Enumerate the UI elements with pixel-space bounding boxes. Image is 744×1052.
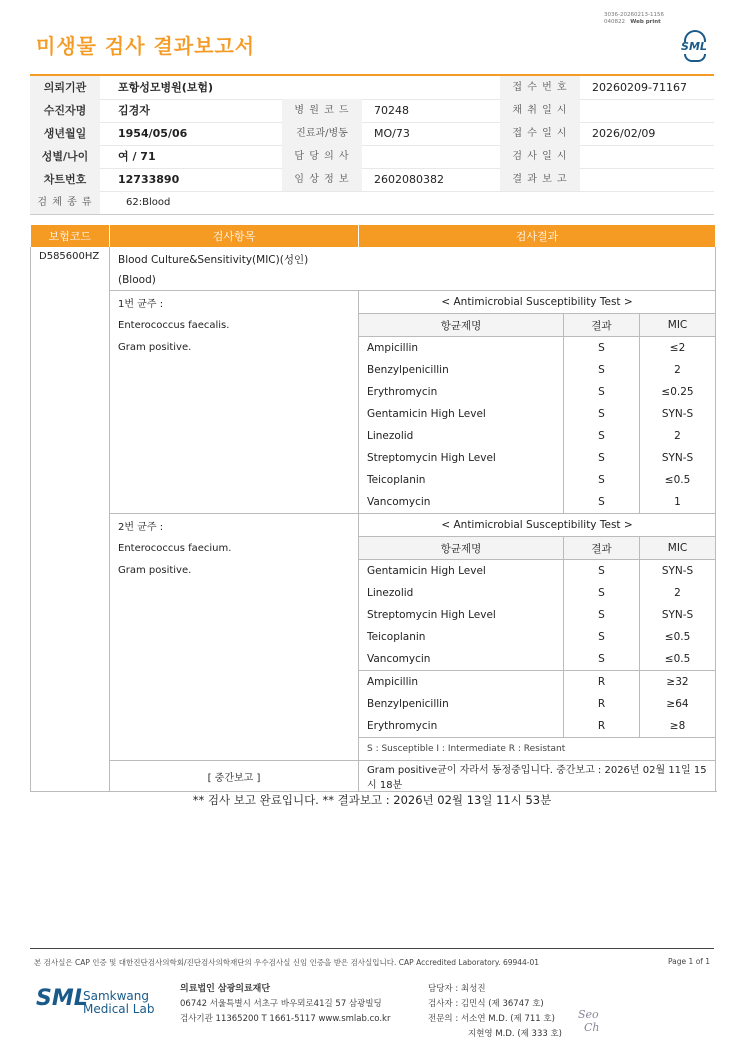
drug-name: Linezolid [359,582,564,604]
info-row-6 [30,191,714,215]
drug-mic: 2 [640,359,716,381]
report-label: 결 과 보 고 [500,168,580,191]
print-meta [604,12,664,26]
drug-mic: ≤0.25 [640,381,716,403]
interim-label: [ 중간보고 ] [110,761,359,792]
result-col-header: 결과 [564,537,640,560]
isolate-1-gram: Gram positive. [110,337,359,360]
logo-name-line1: Samkwang [83,989,149,1003]
drug-mic: ≥64 [640,693,716,715]
drug-mic: ≤2 [640,337,716,360]
ast-title-2: < Antimicrobial Susceptibility Test > [359,514,716,537]
staff-info [428,982,562,1042]
signature [578,1008,600,1034]
signature-2: Ch [584,1021,600,1034]
drug-col-header: 항균제명 [359,537,564,560]
drug-result: S [564,626,640,648]
doctor-label: 담 당 의 사 [282,145,362,168]
hosp-code-label: 병 원 코 드 [282,99,362,122]
drug-name: Vancomycin [359,491,564,514]
drug-result: S [564,560,640,583]
drug-result: S [564,648,640,671]
ast-title-1: < Antimicrobial Susceptibility Test > [359,291,716,314]
samkwang-logo-icon [36,982,156,1026]
info-row-1 [30,76,714,100]
insurance-code: D585600HZ [31,247,110,792]
drug-name: Linezolid [359,425,564,447]
drug-name: Benzylpenicillin [359,693,564,715]
samkwang-logo-mark: SML [36,986,88,1011]
drug-result: R [564,693,640,715]
info-row-3 [30,122,714,146]
drug-mic: ≥8 [640,715,716,738]
staff-specialist-2: 지현영 M.D. (제 333 호) [468,1029,563,1039]
recv-no-label: 접 수 번 호 [500,76,580,99]
dob-value: 1954/05/06 [118,127,188,140]
drug-name: Teicoplanin [359,469,564,491]
drug-result: S [564,403,640,425]
sml-logo-icon [676,28,712,62]
drug-mic: 1 [640,491,716,514]
logo-name-line2: Medical Lab [83,1002,155,1016]
info-row-2 [30,99,714,123]
report-title: 미생물 검사 결과보고서 [36,34,256,58]
doctor-value [366,145,374,168]
col-item-header: 검사항목 [110,225,359,247]
hosp-code-value: 70248 [374,104,409,117]
dept-value: MO/73 [374,127,410,140]
drug-result: S [564,491,640,514]
drug-name: Erythromycin [359,381,564,403]
info-row-5 [30,168,714,192]
staff-specialist-1: 전문의 : 서소연 M.D. (제 711 호) [428,1014,555,1024]
test-item-specimen: (Blood) [110,269,716,291]
patient-value: 김경자 [118,104,150,117]
page-number: Page 1 of 1 [668,957,711,966]
signature-1: Seo [578,1008,599,1021]
drug-name: Vancomycin [359,648,564,671]
drug-name: Gentamicin High Level [359,403,564,425]
drug-mic: ≥32 [640,671,716,694]
drug-result: S [564,381,640,403]
dept-label: 진료과/병동 [282,122,362,145]
specimen-label: 검 체 종 류 [30,191,100,214]
drug-col-header: 항균제명 [359,314,564,337]
drug-name: Teicoplanin [359,626,564,648]
drug-result: S [564,604,640,626]
sex-value: 여 / 71 [118,150,156,163]
doc-sub: 040822 [604,19,625,25]
drug-name: Erythromycin [359,715,564,738]
clinic-value: 2602080382 [374,173,444,186]
recv-no-value: 20260209-71167 [592,81,687,94]
results-header [31,225,716,247]
web-print: Web print [630,19,661,25]
patient-label: 수진자명 [30,99,100,122]
mic-col-header: MIC [640,537,716,560]
result-legend: S : Susceptible I : Intermediate R : Resistant [359,738,716,761]
drug-result: S [564,359,640,381]
drug-mic: 2 [640,425,716,447]
isolate-2-organism: Enterococcus faecium. [110,537,359,560]
collect-value [584,99,592,122]
drug-result: S [564,425,640,447]
drug-mic: SYN-S [640,560,716,583]
results-table [30,225,716,792]
collect-label: 채 취 일 시 [500,99,580,122]
drug-mic: ≤0.5 [640,626,716,648]
drug-mic: SYN-S [640,604,716,626]
drug-name: Streptomycin High Level [359,604,564,626]
drug-mic: 2 [640,582,716,604]
doc-code: 3036-20260213-1156 [604,12,664,18]
clinic-label: 임 상 정 보 [282,168,362,191]
sex-label: 성별/나이 [30,145,100,168]
info-row-4 [30,145,714,169]
cert-notice: 본 검사실은 CAP 인증 및 대한진단검사의학회/진단검사의학재단의 우수검사실 신임 인증을 받은 검사실입니다. CAP Accredited Laboratory. 69944-01 [34,958,540,967]
org-name: 의료법인 삼광의료재단 [180,984,271,994]
test-item-name: Blood Culture&Sensitivity(MIC)(성인) [110,247,716,269]
req-org-label: 의뢰기관 [30,76,100,99]
chart-value: 12733890 [118,173,180,186]
isolate-1-label: 1번 균주 : [110,291,359,314]
staff-manager: 담당자 : 최성진 [428,984,486,994]
sml-logo-text: SML [681,40,707,53]
col-result-header: 검사결과 [359,225,716,247]
samkwang-logo-name [83,990,154,1016]
req-org-value: 포항성모병원(보험) [118,81,214,94]
drug-name: Ampicillin [359,337,564,360]
drug-name: Ampicillin [359,671,564,694]
drug-result: S [564,469,640,491]
isolate-2-gram: Gram positive. [110,560,359,583]
drug-result: S [564,447,640,469]
drug-mic: ≤0.5 [640,469,716,491]
org-address: 06742 서울특별시 서초구 바우뫼로41길 57 삼광빌딩 [180,999,382,1009]
org-contact: 검사기관 11365200 T 1661-5117 www.smlab.co.kr [180,1014,391,1024]
test-date-value [584,145,592,168]
drug-result: R [564,671,640,694]
drug-result: S [564,337,640,360]
col-code-header: 보험코드 [31,225,110,247]
drug-result: R [564,715,640,738]
isolate-2-label: 2번 균주 : [110,514,359,537]
staff-tester: 검사자 : 김민식 (제 36747 호) [428,999,544,1009]
drug-name: Gentamicin High Level [359,560,564,583]
drug-mic: SYN-S [640,403,716,425]
drug-result: S [564,582,640,604]
footer-rule [30,948,714,949]
test-date-label: 검 사 일 시 [500,145,580,168]
mic-col-header: MIC [640,314,716,337]
interim-text: Gram positive균이 자라서 동정중입니다. 중간보고 : 2026년 02월 11일 15시 18분 [359,761,716,792]
recv-date-label: 접 수 일 시 [500,122,580,145]
drug-name: Streptomycin High Level [359,447,564,469]
isolate-1-organism: Enterococcus faecalis. [110,314,359,337]
org-info [180,982,390,1027]
dob-label: 생년월일 [30,122,100,145]
report-value [584,168,592,191]
recv-date-value: 2026/02/09 [592,127,656,140]
drug-mic: ≤0.5 [640,648,716,671]
specimen-value: 62:Blood [126,197,171,208]
chart-label: 차트번호 [30,168,100,191]
drug-name: Benzylpenicillin [359,359,564,381]
drug-mic: SYN-S [640,447,716,469]
completion-notice: ** 검사 보고 완료입니다. ** 결과보고 : 2026년 02월 13일 11시 53분 [192,793,552,807]
result-col-header: 결과 [564,314,640,337]
